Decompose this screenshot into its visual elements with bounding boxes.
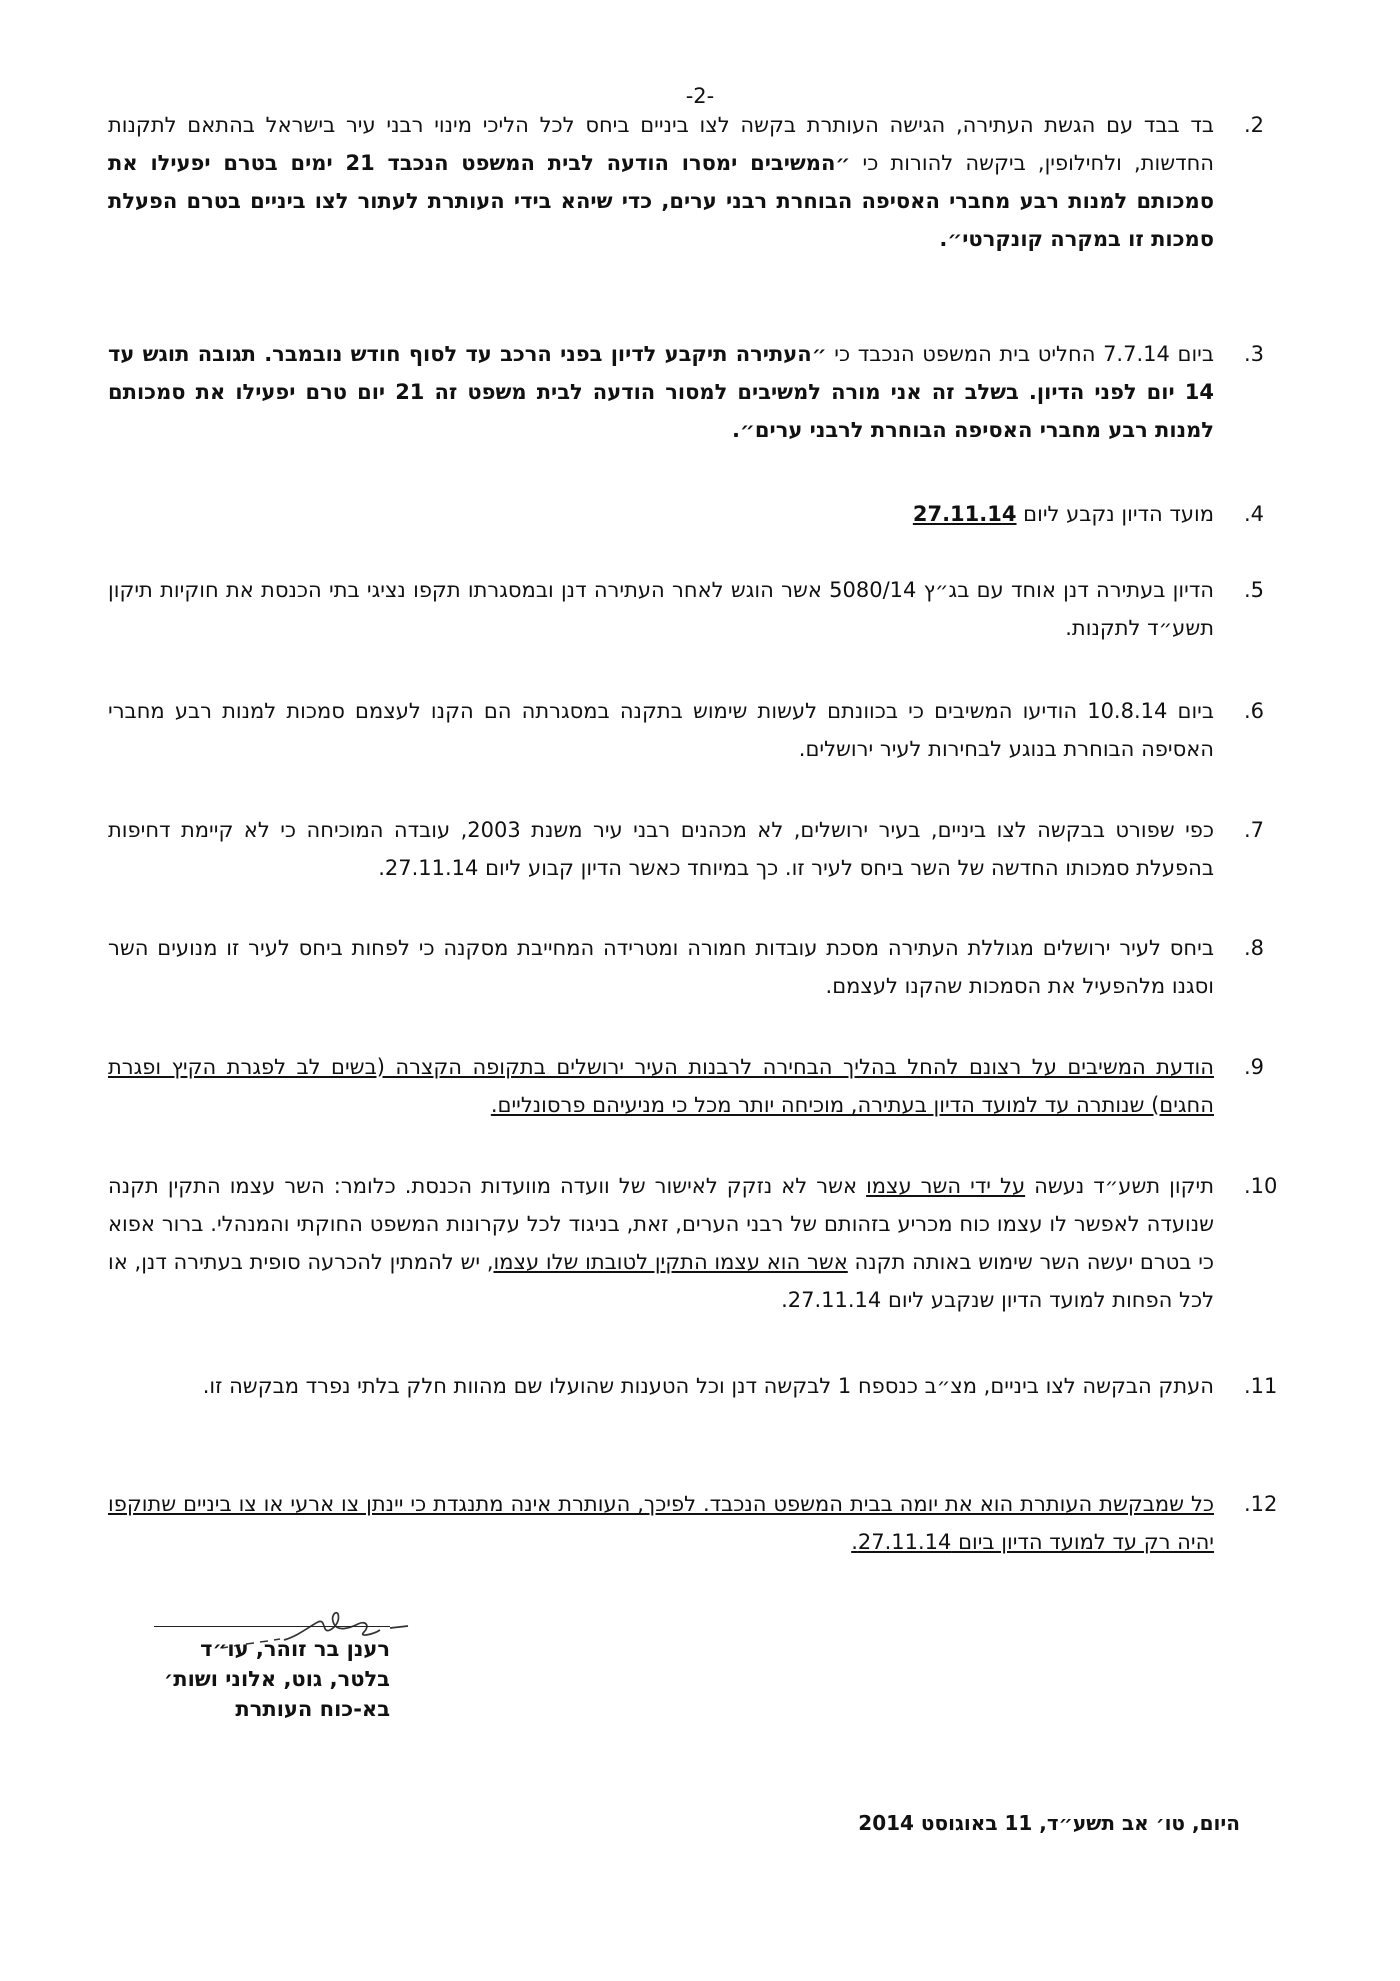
paragraph-text: מועד הדיון נקבע ליום 27.11.14 bbox=[912, 502, 1214, 526]
paragraph-text: ביום 7.7.14 החליט בית המשפט הנכבד כי ״העתירה תיקבע לדיון בפני הרכב עד לסוף חודש נובמבר. תגובה תוגש עד 14 יום לפני הדיון. בשלב זה אני מורה למשיבים למסור הודעה לבית משפט זה 21 יום טרם יפעילו את סמכותם למנות רבע מחברי האסיפה הבוחרת לרבני ערים״. bbox=[108, 342, 1214, 442]
paragraph-text: העתק הבקשה לצו ביניים, מצ״ב כנספח 1 לבקשה דנן וכל הטענות שהועלו שם מהוות חלק בלתי נפרד מבקשה זו. bbox=[202, 1374, 1214, 1398]
page-number: -2- bbox=[685, 84, 715, 108]
signature-role: בא-כוח העותרת bbox=[235, 1697, 390, 1721]
signature-line bbox=[154, 1626, 390, 1627]
paragraph-text: תיקון תשע״ד נעשה על ידי השר עצמו אשר לא נזקק לאישור של וועדה מוועדות הכנסת. כלומר: השר עצמו התקין תקנה שנועדה לאפשר לו עצמו כוח מכריע בזהותם של רבני הערים, זאת, בניגוד לכל עקרונות המשפט החוקתי והמנהלי. ברור אפוא כי בטרם יעשה השר שימוש באותה תקנה אשר הוא עצמו התקין לטובתו שלו עצמו, יש להמתין להכרעה סופית בעתירה דנן, או לכל הפחות למועד הדיון שנקבע ליום 27.11.14. bbox=[108, 1174, 1214, 1312]
signature-firm: בלטר, גוט, אלוני ושות׳ bbox=[163, 1667, 390, 1691]
paragraph-number: .9 bbox=[1244, 1055, 1265, 1079]
paragraph-text: בד בבד עם הגשת העתירה, הגישה העותרת בקשה לצו ביניים ביחס לכל הליכי מינוי רבני עיר בישראל בהתאם לתקנות החדשות, ולחילופין, ביקשה להורות כי ״המשיבים ימסרו הודעה לבית המשפט הנכבד 21 ימים בטרם יפעילו את סמכותם למנות רבע מחברי האסיפה הבוחרת רבני ערים, כדי שיהא בידי העותרת לעתור לצו ביניים בטרם הפעלת סמכות זו במקרה קונקרטי״. bbox=[108, 113, 1215, 251]
paragraph-text: ביחס לעיר ירושלים מגוללת העתירה מסכת עובדות חמורה ומטרידה המחייבת מסקנה כי לפחות ביחס לעיר זו מנועים השר וסגנו מלהפעיל את הסמכות שהקנו לעצמם. bbox=[108, 936, 1214, 998]
paragraph-number: .6 bbox=[1244, 699, 1265, 723]
paragraph-text: כפי שפורט בבקשה לצו ביניים, בעיר ירושלים, לא מכהנים רבני עיר משנת 2003, עובדה המוכיחה כי לא קיימת דחיפות בהפעלת סמכותו החדשה של השר ביחס לעיר זו. כך במיוחד כאשר הדיון קבוע ליום 27.11.14. bbox=[108, 818, 1214, 880]
paragraph-number: .11 bbox=[1244, 1374, 1278, 1398]
paragraph-text: כל שמבקשת העותרת הוא את יומה בבית המשפט הנכבד. לפיכך, העותרת אינה מתנגדת כי יינתן צו ארעי או צו ביניים שתוקפו יהיה רק עד למועד הדיון ביום 27.11.14. bbox=[108, 1492, 1214, 1554]
paragraph-text: ביום 10.8.14 הודיעו המשיבים כי בכוונתם לעשות שימוש בתקנה במסגרתה הם הקנו לעצמם סמכות למנות רבע מחברי האסיפה הבוחרת בנוגע לבחירות לעיר ירושלים. bbox=[108, 699, 1214, 761]
date-line: היום, טו׳ אב תשע״ד, 11 באוגוסט 2014 bbox=[858, 1811, 1240, 1835]
paragraph-number: .3 bbox=[1244, 342, 1265, 366]
paragraph-number: .7 bbox=[1244, 818, 1265, 842]
paragraph-number: .12 bbox=[1244, 1492, 1278, 1516]
paragraph-number: .8 bbox=[1244, 936, 1265, 960]
paragraph-number: .10 bbox=[1244, 1174, 1278, 1198]
paragraph-text: הודעת המשיבים על רצונם להחל בהליך הבחירה לרבנות העיר ירושלים בתקופה הקצרה (בשים לב לפגרת הקיץ ופגרת החגים) שנותרה עד למועד הדיון בעתירה, מוכיחה יותר מכל כי מניעיהם פרסונליים. bbox=[108, 1055, 1214, 1117]
paragraph-number: .4 bbox=[1244, 502, 1265, 526]
paragraph-number: .2 bbox=[1244, 113, 1265, 137]
signature-name: רענן בר זוהר, עו״ד bbox=[200, 1637, 390, 1661]
paragraph-number: .5 bbox=[1244, 578, 1265, 602]
paragraph-text: הדיון בעתירה דנן אוחד עם בג״ץ 5080/14 אשר הוגש לאחר העתירה דנן ובמסגרתו תקפו נציגי בתי הכנסת את חוקיות תיקון תשע״ד לתקנות. bbox=[108, 578, 1215, 640]
